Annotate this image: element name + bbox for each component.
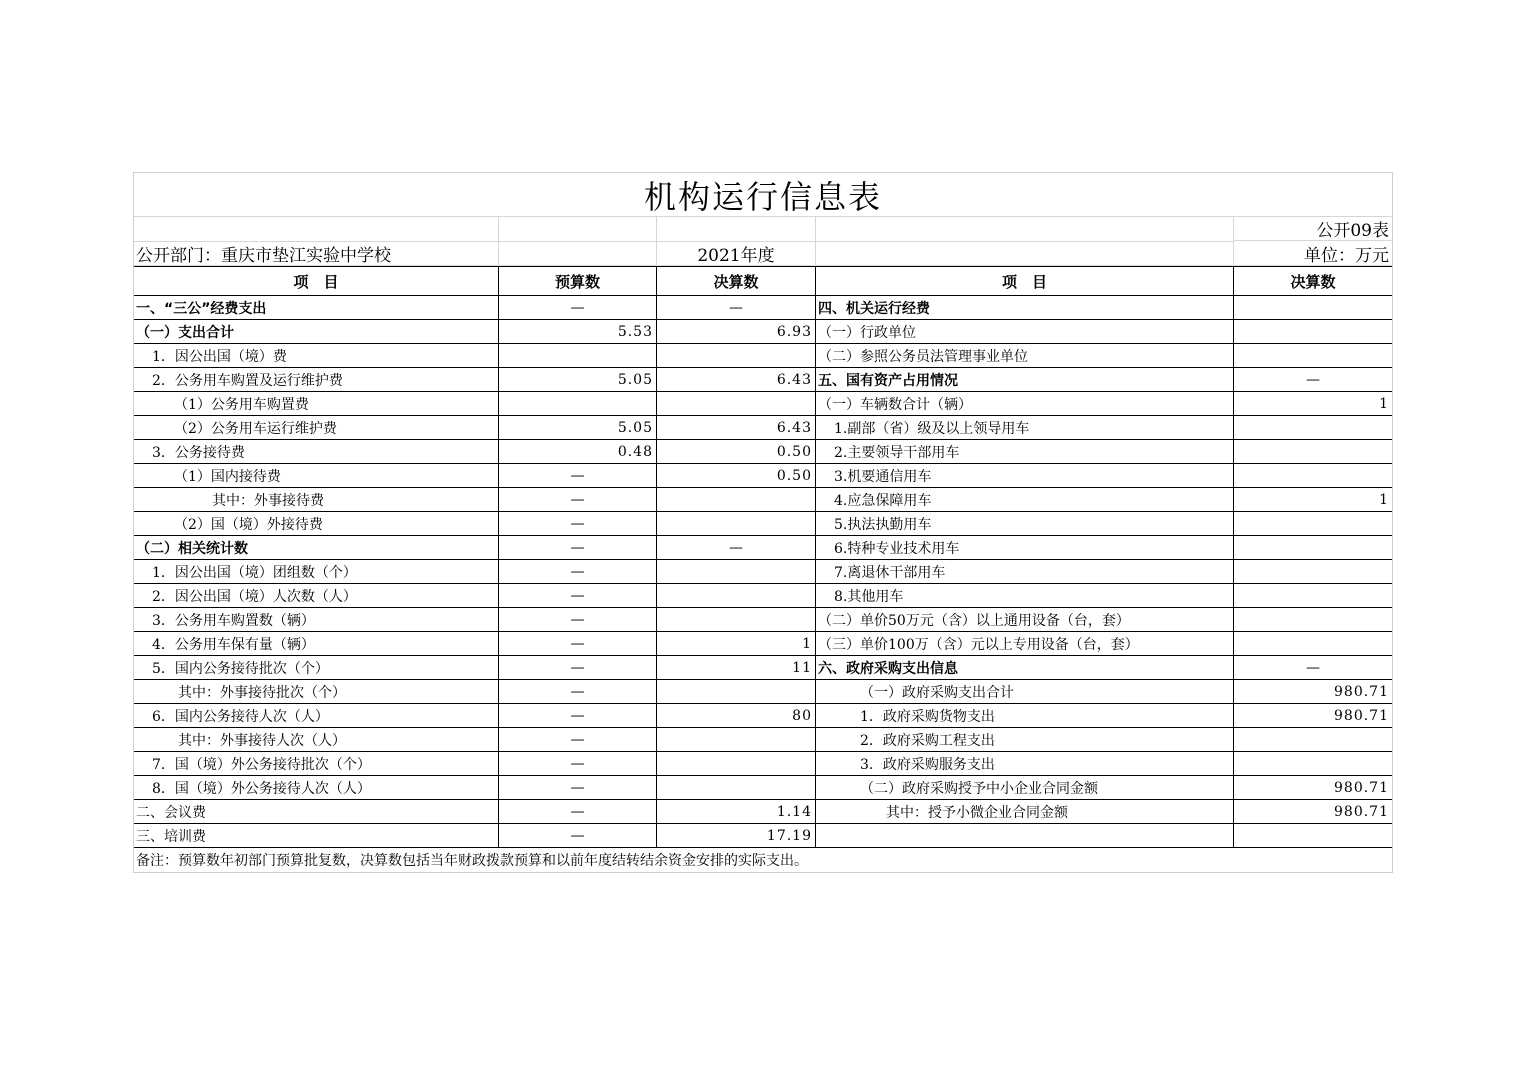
table-row [134, 728, 1392, 752]
item-cell: 其中：外事接待费 [134, 488, 499, 512]
page-title: 机构运行信息表 [643, 177, 882, 216]
footnote-row [134, 848, 1392, 872]
item-cell: 7．国（境）外公务接待批次（个） [134, 752, 499, 776]
item-cell: 1．因公出国（境）费 [134, 344, 499, 368]
final-cell: 6.93 [657, 320, 816, 344]
final-cell: — [657, 536, 816, 560]
final-cell [657, 752, 816, 776]
table-row [134, 608, 1392, 632]
item-cell: 4．公务用车保有量（辆） [134, 632, 499, 656]
budget-cell: — [499, 536, 657, 560]
budget-cell: — [499, 824, 657, 848]
item-cell-2: 六、政府采购支出信息 [816, 656, 1234, 680]
final-cell [657, 560, 816, 584]
final-cell [657, 512, 816, 536]
budget-cell: — [499, 296, 657, 320]
item-cell: （1）公务用车购置费 [134, 392, 499, 416]
final-cell [657, 584, 816, 608]
budget-cell: 0.48 [499, 440, 657, 464]
item-cell-2: 3.机要通信用车 [816, 464, 1234, 488]
item-cell: 一、“三公”经费支出 [134, 296, 499, 320]
item-cell-2: （一）车辆数合计（辆） [816, 392, 1234, 416]
final-cell-2 [1234, 584, 1392, 608]
table-row [134, 680, 1392, 704]
item-cell: 二、会议费 [134, 800, 499, 824]
item-cell: 2．公务用车购置及运行维护费 [134, 368, 499, 392]
item-cell-2: （一）政府采购支出合计 [816, 680, 1234, 704]
title-row [134, 173, 1392, 217]
header-final-2: 决算数 [1234, 266, 1392, 296]
item-cell-2: 5.执法执勤用车 [816, 512, 1234, 536]
budget-cell: — [499, 512, 657, 536]
table-row [134, 344, 1392, 368]
item-cell: 6．国内公务接待人次（人） [134, 704, 499, 728]
final-cell-2 [1234, 536, 1392, 560]
table-row [134, 416, 1392, 440]
final-cell: 0.50 [657, 464, 816, 488]
item-cell-2: 3．政府采购服务支出 [816, 752, 1234, 776]
budget-cell: — [499, 560, 657, 584]
final-cell-2: 980.71 [1234, 800, 1392, 824]
final-cell-2 [1234, 632, 1392, 656]
item-cell-2 [816, 824, 1234, 848]
item-cell-2: 四、机关运行经费 [816, 296, 1234, 320]
fiscal-year: 2021年度 [657, 242, 816, 266]
final-cell-2 [1234, 344, 1392, 368]
final-cell [657, 680, 816, 704]
item-cell: （一）支出合计 [134, 320, 499, 344]
final-cell-2 [1234, 560, 1392, 584]
final-cell-2: — [1234, 368, 1392, 392]
item-cell-2: （二）政府采购授予中小企业合同金额 [816, 776, 1234, 800]
header-item-2: 项 目 [816, 266, 1234, 296]
table-row [134, 704, 1392, 728]
table-row [134, 536, 1392, 560]
budget-cell: — [499, 728, 657, 752]
final-cell-2: 1 [1234, 392, 1392, 416]
table-row [134, 392, 1392, 416]
item-cell-2: 7.离退休干部用车 [816, 560, 1234, 584]
item-cell: 5．国内公务接待批次（个） [134, 656, 499, 680]
footnote: 备注：预算数年初部门预算批复数，决算数包括当年财政拨款预算和以前年度结转结余资金安排的实际支出。 [136, 853, 808, 869]
table-row [134, 752, 1392, 776]
header-budget: 预算数 [499, 266, 657, 296]
budget-cell [499, 392, 657, 416]
final-cell [657, 488, 816, 512]
budget-cell: — [499, 704, 657, 728]
item-cell: 2．因公出国（境）人次数（人） [134, 584, 499, 608]
final-cell: 6.43 [657, 368, 816, 392]
final-cell-2: 980.71 [1234, 680, 1392, 704]
item-cell-2: 1．政府采购货物支出 [816, 704, 1234, 728]
final-cell-2 [1234, 320, 1392, 344]
table-row [134, 584, 1392, 608]
table-row [134, 488, 1392, 512]
item-cell: （二）相关统计数 [134, 536, 499, 560]
item-cell: 其中：外事接待人次（人） [134, 728, 499, 752]
final-cell-2: 1 [1234, 488, 1392, 512]
final-cell-2 [1234, 512, 1392, 536]
final-cell: — [657, 296, 816, 320]
budget-cell [499, 344, 657, 368]
final-cell: 1 [657, 632, 816, 656]
budget-cell: 5.53 [499, 320, 657, 344]
table-row [134, 512, 1392, 536]
item-cell: 8．国（境）外公务接待人次（人） [134, 776, 499, 800]
item-cell-2: （二）单价50万元（含）以上通用设备（台，套） [816, 608, 1234, 632]
final-cell-2 [1234, 296, 1392, 320]
table-row [134, 320, 1392, 344]
final-cell [657, 392, 816, 416]
form-code: 公开09表 [1234, 217, 1392, 241]
item-cell: 其中：外事接待批次（个） [134, 680, 499, 704]
budget-cell: 5.05 [499, 368, 657, 392]
table-row [134, 632, 1392, 656]
table-header [134, 266, 1392, 296]
item-cell: 1．因公出国（境）团组数（个） [134, 560, 499, 584]
item-cell-2: （二）参照公务员法管理事业单位 [816, 344, 1234, 368]
final-cell: 80 [657, 704, 816, 728]
meta-row [134, 242, 1392, 266]
final-cell-2 [1234, 752, 1392, 776]
item-cell-2: 其中：授予小微企业合同金额 [816, 800, 1234, 824]
budget-cell: — [499, 464, 657, 488]
final-cell: 6.43 [657, 416, 816, 440]
item-cell: 3．公务用车购置数（辆） [134, 608, 499, 632]
budget-cell: — [499, 584, 657, 608]
item-cell-2: 8.其他用车 [816, 584, 1234, 608]
budget-cell: — [499, 800, 657, 824]
final-cell: 1.14 [657, 800, 816, 824]
table-row [134, 296, 1392, 320]
item-cell-2: 1.副部（省）级及以上领导用车 [816, 416, 1234, 440]
header-final: 决算数 [657, 266, 816, 296]
budget-cell: — [499, 776, 657, 800]
budget-cell: — [499, 632, 657, 656]
unit-label: 单位：万元 [1234, 242, 1392, 266]
table-row [134, 656, 1392, 680]
budget-cell: — [499, 680, 657, 704]
item-cell: （2）国（境）外接待费 [134, 512, 499, 536]
table-body [134, 296, 1392, 848]
final-cell-2: — [1234, 656, 1392, 680]
budget-cell: — [499, 488, 657, 512]
item-cell-2: 2．政府采购工程支出 [816, 728, 1234, 752]
item-cell-2: （三）单价100万（含）元以上专用设备（台，套） [816, 632, 1234, 656]
item-cell-2: 6.特种专业技术用车 [816, 536, 1234, 560]
item-cell: 三、培训费 [134, 824, 499, 848]
final-cell: 17.19 [657, 824, 816, 848]
final-cell: 11 [657, 656, 816, 680]
form-code-row [134, 217, 1392, 242]
final-cell-2 [1234, 824, 1392, 848]
final-cell [657, 344, 816, 368]
final-cell-2 [1234, 464, 1392, 488]
item-cell-2: 4.应急保障用车 [816, 488, 1234, 512]
item-cell-2: 五、国有资产占用情况 [816, 368, 1234, 392]
table-row [134, 440, 1392, 464]
final-cell-2 [1234, 416, 1392, 440]
final-cell-2 [1234, 728, 1392, 752]
item-cell: 3．公务接待费 [134, 440, 499, 464]
item-cell: （1）国内接待费 [134, 464, 499, 488]
info-table [133, 172, 1393, 873]
final-cell [657, 608, 816, 632]
final-cell-2: 980.71 [1234, 704, 1392, 728]
final-cell [657, 776, 816, 800]
department-label: 公开部门：重庆市垫江实验中学校 [134, 242, 499, 266]
header-item: 项 目 [134, 266, 499, 296]
final-cell-2: 980.71 [1234, 776, 1392, 800]
budget-cell: 5.05 [499, 416, 657, 440]
table-row [134, 560, 1392, 584]
table-row [134, 464, 1392, 488]
table-row [134, 368, 1392, 392]
budget-cell: — [499, 656, 657, 680]
item-cell-2: （一）行政单位 [816, 320, 1234, 344]
final-cell-2 [1234, 608, 1392, 632]
final-cell-2 [1234, 440, 1392, 464]
budget-cell: — [499, 608, 657, 632]
final-cell: 0.50 [657, 440, 816, 464]
budget-cell: — [499, 752, 657, 776]
table-row [134, 800, 1392, 824]
table-row [134, 776, 1392, 800]
item-cell-2: 2.主要领导干部用车 [816, 440, 1234, 464]
table-row [134, 824, 1392, 848]
final-cell [657, 728, 816, 752]
item-cell: （2）公务用车运行维护费 [134, 416, 499, 440]
